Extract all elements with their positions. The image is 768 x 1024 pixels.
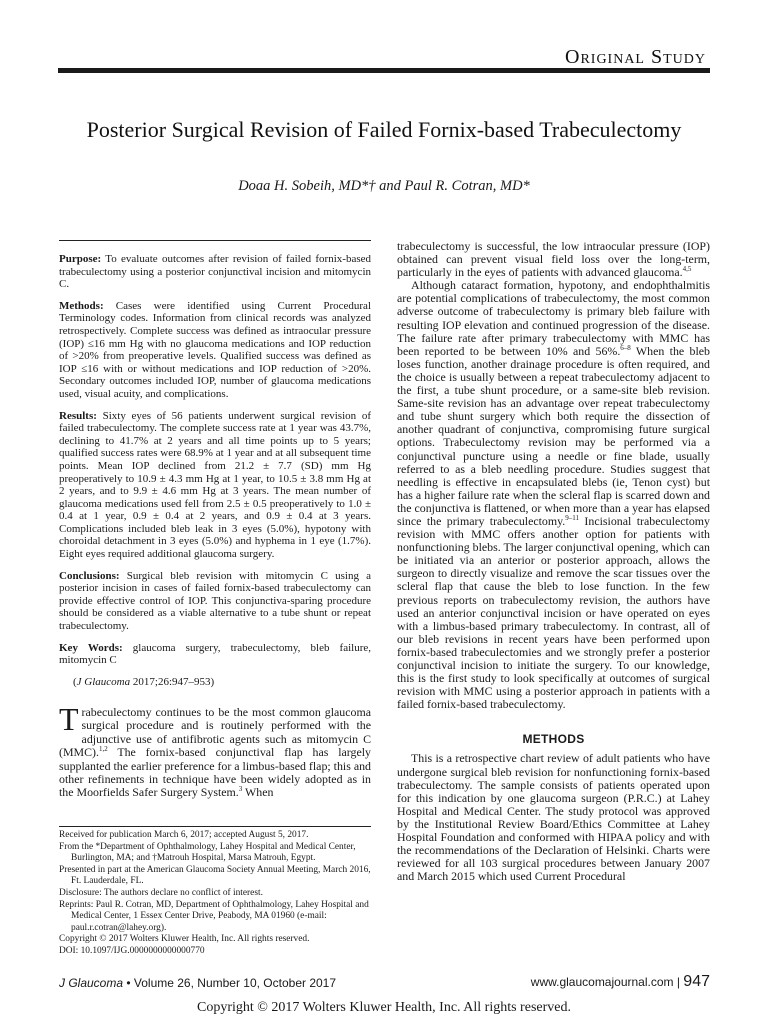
copyright-notice: Copyright © 2017 Wolters Kluwer Health, Inc. All rights reserved. xyxy=(197,1000,571,1015)
intro-text-2: The fornix-based conjunctival flap has largely supplanted the earlier preference for a limbus-based flap; this and other refinements in technique have been widely adopted as in the Moorfields Safer Surgery System. xyxy=(59,745,372,800)
introduction-paragraph xyxy=(59,701,372,800)
right-paragraph-1 xyxy=(397,279,710,711)
footnote-received: Received for publication March 6, 2017; accepted August 5, 2017. xyxy=(59,830,309,840)
footnote-copyright: Copyright © 2017 Wolters Kluwer Health, Inc. All rights reserved. xyxy=(59,934,310,945)
article-title: Posterior Surgical Revision of Failed Fornix-based Trabeculectomy xyxy=(86,117,682,142)
right-text-1c: Incisional trabeculectomy revision with MMC offers another option for patients with nonfunctioning blebs. The larger conjunctival opening, which can be initiated via an anterior or posterior approach, allows the surgeon to directly visualize and remove the scar tissues over the scleral flap that cause the bleb to lose function. In the few previous reports on trabeculectomy revision, the authors have used an anterior conjunctival incision or have operated on eyes with a limbus-based primary trabeculectomy. In contrast, all of our bleb revisions in recent years have been performed upon fornix-based trabeculectomies and we strongly prefer a posterior conjunctival incision to initiate the surgery. To our knowledge, this is the first study to look specifically at outcomes of surgical revision with MMC using a posterior approach in patients with a failed fornix-based trabeculectomy. xyxy=(397,513,710,712)
right-text-1a: Although cataract formation, hypotony, and endophthalmitis are potential complications of trabeculectomy, the most common adverse outcome of trabeculectomy is primary bleb failure with resulting IOP elevation and continued progression of the disease. The failure rate after primary trabeculectomy with MMC has been reported to be between 10% and 56%. xyxy=(397,278,710,358)
footnote-doi: DOI: 10.1097/IJG.0000000000000770 xyxy=(59,945,205,956)
keywords-label: Key Words: xyxy=(59,641,123,654)
page-number: 947 xyxy=(683,973,710,990)
right-text-1b: When the bleb loses function, another drainage procedure is often required, and the choice is usually between a repeat trabeculectomy adjacent to the first, a tube shunt procedure, or a same-site bleb revision. Same-site revision has an advantage over repeat trabeculectomy and tube shunt surgery which both require the dissection of another quadrant of conjunctiva, compromising future surgical options. Trabeculectomy revision may be performed via a conjunctival puncture using a needle or fine blade, usually referred to as a bleb needling procedure. Studies suggest that needling is effective in encapsulated blebs (ie, Tenon cyst) but has a higher failure rate when the scleral flap is scarred down and the conjunctiva is flattened, or when more than a year has elapsed since the primary trabeculectomy. xyxy=(397,343,711,528)
intro-text-1: rabeculectomy continues to be the most common glaucoma surgical procedure and is routinely performed with the adjunctive use of antifibrotic agents such as mitomycin C (MMC). xyxy=(59,705,371,760)
citation-details: 2017;26:947–953) xyxy=(130,675,215,688)
footnotes xyxy=(59,826,371,958)
footnote-rule xyxy=(59,826,371,827)
footer-page-info xyxy=(531,973,710,991)
intro-text-3: When xyxy=(242,785,274,800)
methods-heading: METHODS xyxy=(522,732,585,747)
methods-paragraph: This is a retrospective chart review of adult patients who have undergone surgical bleb revision for nonfunctioning fornix-based trabeculectomy. The sample consists of patients operated upon for this indication by one glaucoma surgeon (P.R.C.) at Lahey Hospital and Medical Center. The study protocol was approved by the Institutional Review Board/Ethics Committee at Lahey Hospital Foundation and conformed with HIPAA policy and with the recommendations of the Declaration of Helsinki. Charts were reviewed for all 103 surgical procedures between January 2007 and March 2015 which used Current Procedural xyxy=(397,751,710,884)
reference-marker: 6–8 xyxy=(620,343,631,352)
citation-journal: J Glaucoma xyxy=(76,675,131,688)
abstract-results xyxy=(59,410,371,561)
footer-journal: J Glaucoma xyxy=(59,976,124,990)
reference-marker: 9–11 xyxy=(565,514,580,522)
keywords-text: glaucoma surgery, trabeculectomy, bleb failure, mitomycin C xyxy=(59,641,372,667)
footnote-affiliation: From the *Department of Ophthalmology, Lahey Hospital and Medical Center, Burlington, MA; and †Matrouh Hospital, Marsa Matrouh, Egypt. xyxy=(59,841,356,864)
reference-marker: 4,5 xyxy=(682,265,692,274)
abstract-methods xyxy=(59,300,371,401)
footer-issue: • Volume 26, Number 10, October 2017 xyxy=(123,976,337,990)
purpose-text: To evaluate outcomes after revision of failed fornix-based trabeculectomy using a posterior conjunctival incision and mitomycin C. xyxy=(59,253,371,291)
footnote-reprints: Reprints: Paul R. Cotran, MD, Department of Ophthalmology, Lahey Hospital and Medical Center, 1 Essex Center Drive, Peabody, MA 01960 (e-mail: paul.r.cotran@lahey.org). xyxy=(59,899,369,933)
right-text-0: trabeculectomy is successful, the low intraocular pressure (IOP) obtained can prevent visual field loss over the long-term, particularly in the eyes of patients with advanced glaucoma. xyxy=(397,239,710,280)
conclusions-label: Conclusions: xyxy=(59,569,120,582)
footnote-presented: Presented in part at the American Glaucoma Society Annual Meeting, March 2016, Ft. Lauderdale, FL. xyxy=(59,864,371,887)
methods-text: Cases were identified using Current Procedural Terminology codes. Information from clinical records was analyzed retrospectively. Complete success was defined as intraocular pressure (IOP) ≤16 mm Hg with no glaucoma medications and IOP reduction of >20% from preoperative levels. Qualified success was defined as IOP ≤16 with or without medications and IOP reduction of >20%. Secondary outcomes included IOP, number of glaucoma medications used, visual acuity, and complications. xyxy=(59,299,371,400)
purpose-label: Purpose: xyxy=(59,253,102,265)
abstract xyxy=(59,240,371,688)
results-label: Results: xyxy=(59,409,97,422)
conclusions-text: Surgical bleb revision with mitomycin C using a posterior incision in cases of failed fornix-based trabeculectomy can provide effective control of IOP. This conjunctiva-sparing procedure should be considered as a viable alternative to a tube shunt or repeat trabeculectomy. xyxy=(59,569,371,633)
footer-url: www.glaucomajournal.com | xyxy=(530,975,684,989)
abstract-conclusions xyxy=(59,570,371,633)
methods-label: Methods: xyxy=(59,299,104,312)
citation: (J Glaucoma 2017;26:947–953) xyxy=(73,675,215,688)
drop-cap: T xyxy=(59,701,79,737)
reference-marker: 1,2 xyxy=(98,745,108,754)
abstract-keywords xyxy=(59,642,371,667)
reference-marker: 3 xyxy=(238,785,243,794)
footer-journal-info xyxy=(59,976,336,990)
abstract-top-rule xyxy=(59,240,371,241)
header-rule xyxy=(58,68,710,73)
section-label: Original Study xyxy=(565,46,706,68)
results-text: Sixty eyes of 56 patients underwent surgical revision of failed trabeculectomy. The complete success rate at 1 year was 43.7%, declining to 41.7% at 2 years and all time points up to 5 years; qualified success rates were 68.9% at 1 year and at all subsequent time points. Mean IOP declined from 21.2 ± 7.7 (SD) mm Hg preoperatively to 10.9 ± 4.3 mm Hg at 1 year, to 10.5 ± 3.8 mm Hg at 2 years, and to 9.9 ± 4.6 mm Hg at 3 years. The mean number of glaucoma medications used fell from 2.5 ± 0.5 preoperatively to 1.0 ± 0.4 at 1 year, 0.9 ± 0.4 at 2 years, and 0.9 ± 0.4 at 3 years. Complications included bleb leak in 3 eyes (5.0%), hypotony with choroidal detachment in 3 eyes (5.0%) and hyphema in 1 eye (1.7%). Eight eyes required additional glaucoma surgery. xyxy=(59,409,371,561)
authors: Doaa H. Sobeih, MD*† and Paul R. Cotran, MD* xyxy=(238,178,530,194)
abstract-purpose xyxy=(59,253,371,291)
right-column xyxy=(397,240,710,883)
right-paragraph-0 xyxy=(397,240,710,279)
footnote-disclosure: Disclosure: The authors declare no conflict of interest. xyxy=(59,887,263,898)
